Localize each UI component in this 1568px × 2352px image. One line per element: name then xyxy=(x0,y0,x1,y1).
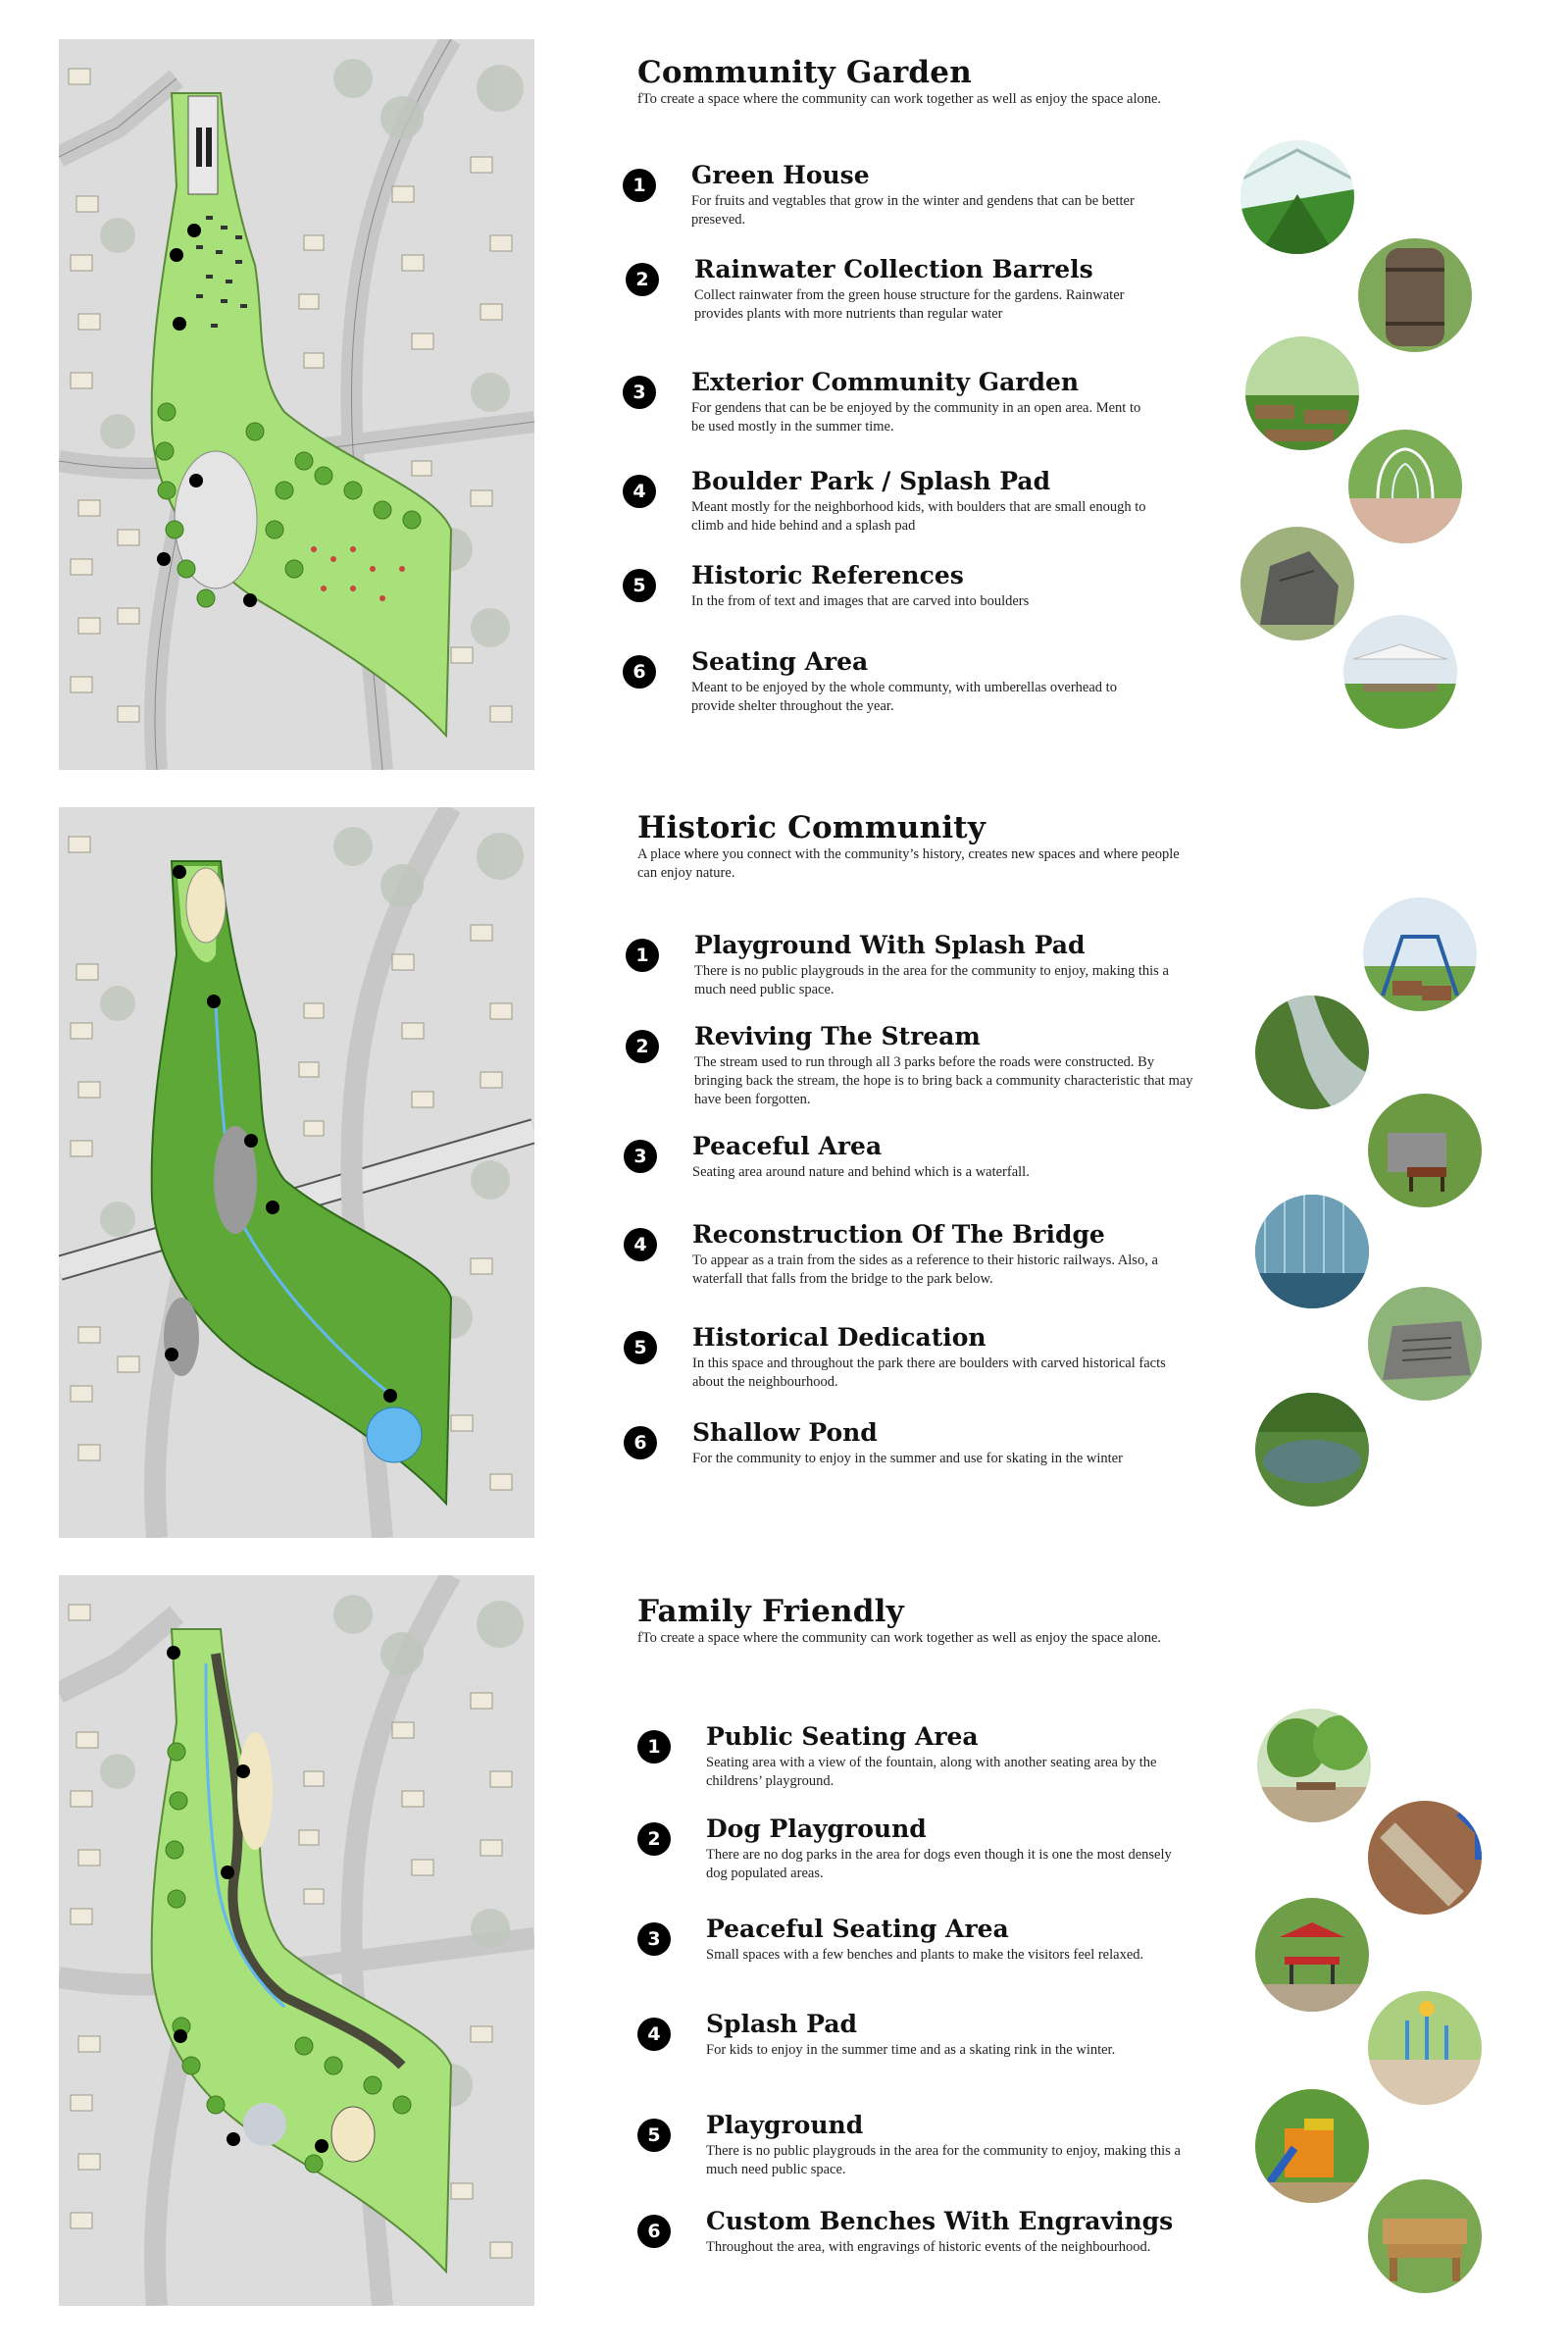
number-badge: 1 xyxy=(623,169,656,202)
number-badge: 4 xyxy=(624,1228,657,1261)
site-plan-map-family-friendly xyxy=(59,1575,534,2306)
feature-title: Historic References xyxy=(691,561,964,589)
number-badge: 6 xyxy=(624,1426,657,1459)
number-badge: 6 xyxy=(637,2215,671,2248)
feature-title: Seating Area xyxy=(691,647,869,676)
feature-title: Rainwater Collection Barrels xyxy=(694,255,1093,283)
number-badge: 6 xyxy=(623,655,656,689)
custom-bench-photo xyxy=(1368,2179,1482,2293)
feature-description: Meant mostly for the neighborhood kids, with boulders that are small enough to climb and hide behind and a splash pad xyxy=(691,499,1146,534)
playground-photo xyxy=(1363,897,1477,1011)
number-badge: 3 xyxy=(624,1140,657,1173)
feature-title: Playground xyxy=(706,2111,864,2139)
feature-title: Dog Playground xyxy=(706,1815,927,1843)
section-title: Family Friendly xyxy=(637,1594,904,1629)
community-garden-photo xyxy=(1245,336,1359,450)
peaceful-seating-photo xyxy=(1255,1898,1369,2012)
feature-title: Public Seating Area xyxy=(706,1722,979,1751)
feature-title: Splash Pad xyxy=(706,2010,857,2038)
number-badge: 3 xyxy=(623,376,656,409)
site-plan-map-historic-community xyxy=(59,807,534,1538)
section-description: A place where you connect with the community’s history, creates new spaces and where people can enjoy nature. xyxy=(637,846,1180,881)
feature-description: Seating area around nature and behind which is a waterfall. xyxy=(692,1164,1030,1180)
feature-description: In this space and throughout the park there are boulders with carved historical facts about the neighbourhood. xyxy=(692,1355,1166,1390)
peaceful-area-photo xyxy=(1368,1094,1482,1207)
feature-title: Boulder Park / Splash Pad xyxy=(691,467,1051,495)
feature-description: For kids to enjoy in the summer time and as a skating rink in the winter. xyxy=(706,2042,1116,2058)
feature-description: Meant to be enjoyed by the whole communty, with umberellas overhead to provide shelter throughout the year. xyxy=(691,680,1117,714)
stream-photo xyxy=(1255,996,1369,1109)
feature-description: There is no public playgrouds in the area for the community to enjoy, making this a much need public space. xyxy=(694,963,1169,997)
feature-description: There are no dog parks in the area for dogs even though it is one the most densely dog populated areas. xyxy=(706,1847,1172,1881)
feature-title: Historical Dedication xyxy=(692,1323,986,1352)
number-badge: 5 xyxy=(624,1331,657,1364)
public-seating-photo xyxy=(1257,1709,1371,1822)
feature-title: Playground With Splash Pad xyxy=(694,931,1086,959)
section-title: Community Garden xyxy=(637,55,972,90)
feature-description: For the community to enjoy in the summer and use for skating in the winter xyxy=(692,1451,1123,1466)
number-badge: 3 xyxy=(637,1922,671,1956)
section-description: fTo create a space where the community can work together as well as enjoy the space alone. xyxy=(637,91,1162,107)
number-badge: 5 xyxy=(623,569,656,602)
section-description: fTo create a space where the community can work together as well as enjoy the space alone. xyxy=(637,1630,1162,1646)
feature-description: Small spaces with a few benches and plants to make the visitors feel relaxed. xyxy=(706,1947,1144,1963)
feature-description: Throughout the area, with engravings of historic events of the neighbourhood. xyxy=(706,2239,1151,2255)
splash-pad-photo xyxy=(1348,430,1462,543)
number-badge: 2 xyxy=(637,1822,671,1856)
feature-title: Shallow Pond xyxy=(692,1418,878,1447)
feature-description: There is no public playgrouds in the area for the community to enjoy, making this a much need public space. xyxy=(706,2143,1181,2177)
number-badge: 2 xyxy=(626,1030,659,1063)
site-plan-map-community-garden xyxy=(59,39,534,770)
historical-boulder-photo xyxy=(1368,1287,1482,1401)
section-title: Historic Community xyxy=(637,810,986,845)
feature-title: Green House xyxy=(691,161,870,189)
feature-title: Peaceful Area xyxy=(692,1132,883,1160)
number-badge: 2 xyxy=(626,263,659,296)
feature-description: Seating area with a view of the fountain, along with another seating area by the childrens’ playground. xyxy=(706,1755,1157,1789)
number-badge: 4 xyxy=(623,475,656,508)
feature-description: To appear as a train from the sides as a reference to their historic railways. Also, a waterfall that falls from the bridge to the park below. xyxy=(692,1253,1158,1287)
rain-barrel-photo xyxy=(1358,238,1472,352)
boulder-photo xyxy=(1240,527,1354,640)
number-badge: 1 xyxy=(626,939,659,972)
number-badge: 5 xyxy=(637,2119,671,2152)
feature-title: Reviving The Stream xyxy=(694,1022,981,1050)
seating-area-photo xyxy=(1343,615,1457,729)
feature-title: Custom Benches With Engravings xyxy=(706,2207,1174,2235)
feature-title: Exterior Community Garden xyxy=(691,368,1080,396)
feature-description: In the from of text and images that are carved into boulders xyxy=(691,593,1030,609)
feature-description: The stream used to run through all 3 parks before the roads were constructed. By bringing back the stream, the hope is to bring back a community characteristic that may have been forgotten. xyxy=(694,1054,1193,1107)
waterfall-bridge-photo xyxy=(1255,1195,1369,1308)
number-badge: 1 xyxy=(637,1730,671,1764)
playground-photo xyxy=(1255,2089,1369,2203)
feature-title: Peaceful Seating Area xyxy=(706,1915,1009,1943)
number-badge: 4 xyxy=(637,2018,671,2051)
greenhouse-photo xyxy=(1240,140,1354,254)
dog-playground-photo xyxy=(1368,1801,1482,1915)
feature-description: For gendens that can be be enjoyed by the community in an open area. Ment to be used mostly in the summer time. xyxy=(691,400,1141,435)
feature-title: Reconstruction Of The Bridge xyxy=(692,1220,1105,1249)
feature-description: For fruits and vegtables that grow in the winter and gendens that can be better preseved. xyxy=(691,193,1135,228)
splash-pad-photo xyxy=(1368,1991,1482,2105)
feature-description: Collect rainwater from the green house structure for the gardens. Rainwater provides plants with more nutrients than regular water xyxy=(694,287,1125,322)
pond-photo xyxy=(1255,1393,1369,1507)
